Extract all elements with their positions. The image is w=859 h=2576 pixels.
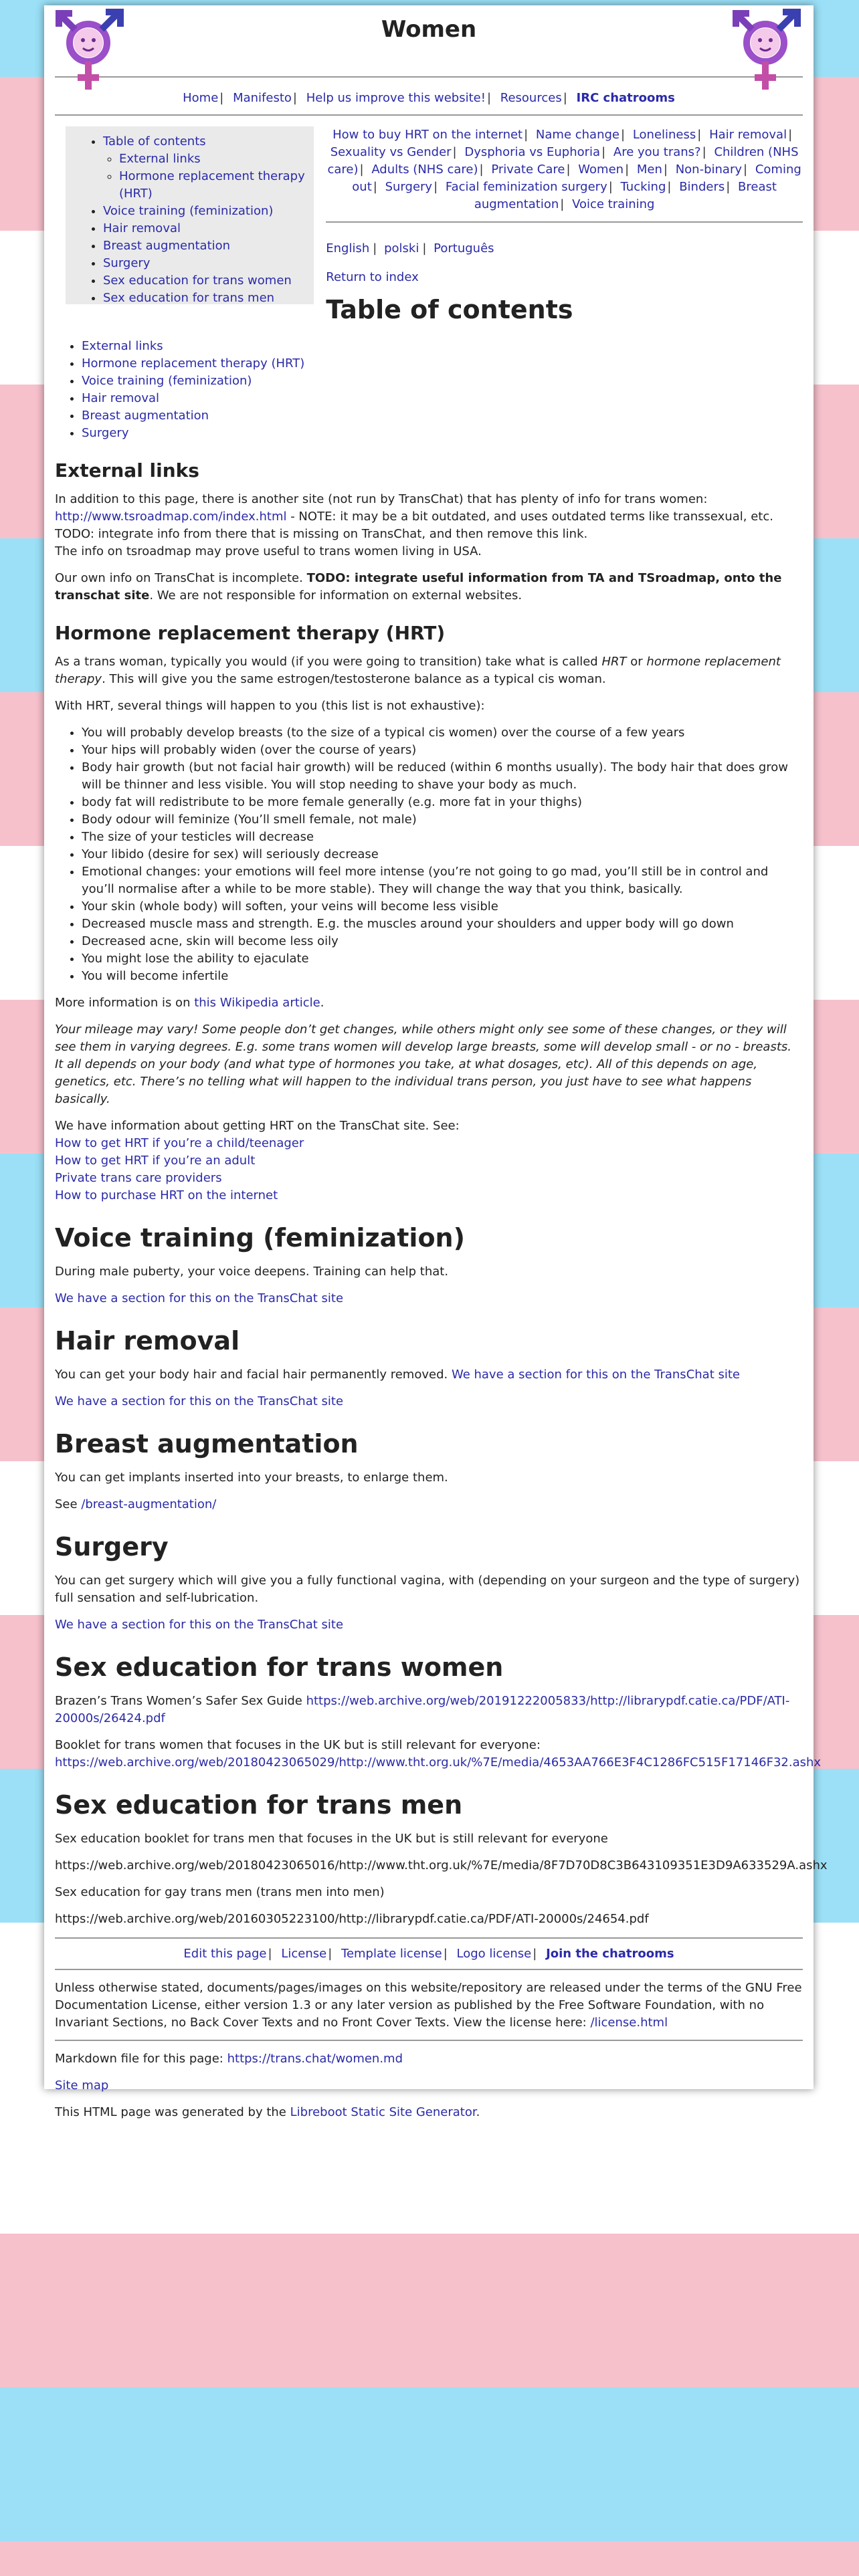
breast-paragraph: You can get implants inserted into your breasts, to enlarge them. xyxy=(55,1471,448,1485)
related-link[interactable]: Tucking xyxy=(620,180,666,194)
sexed-women-paragraph-2: Booklet for trans women that focuses in the UK but is still relevant for everyone: https://web.archive.org/web/20180423065029/http://www.tht.org.uk/%7E/media/4653AA766E3F4C1286FC515F17146F32.ashx xyxy=(55,1738,822,1769)
hair-paragraph: You can get your body hair and facial hair permanently removed. We have a section for this on the TransChat site xyxy=(55,1368,740,1382)
hair-inline-link[interactable]: We have a section for this on the TransChat site xyxy=(451,1368,740,1382)
nav-manifesto[interactable]: Manifesto xyxy=(233,91,292,105)
related-link[interactable]: Are you trans? xyxy=(613,145,701,159)
section-heading-voice: Voice training (feminization) xyxy=(55,1223,465,1253)
list-item: • Your libido (desire for sex) will seriously decrease xyxy=(82,846,803,863)
list-item: • Body hair growth (but not facial hair growth) will be reduced (within 6 months usually). The body hair that does grow will be thinner and less visible. You will stop needing to shave your body as much. xyxy=(82,759,803,794)
section-heading-hair: Hair removal xyxy=(55,1326,240,1356)
page-container xyxy=(44,5,828,2119)
transgender-symbol-icon xyxy=(54,8,127,95)
wikipedia-link[interactable]: this Wikipedia article xyxy=(194,996,320,1010)
related-link[interactable]: Hair removal xyxy=(709,128,787,142)
related-link[interactable]: Coming out xyxy=(352,163,801,194)
related-link[interactable]: Loneliness xyxy=(632,128,696,142)
generator-link[interactable]: Libreboot Static Site Generator xyxy=(290,2105,476,2119)
external-links-paragraph: In addition to this page, there is another site (not run by TransChat) that has plenty of info for trans women: http://www.tsroadmap.com/index.html - NOTE: it may be a bit outdated, and uses outdated terms like transsexual, etc. TODO: integrate info from there that is missing on TransChat, and then remove this link. The info on tsroadmap may prove useful to trans women living in USA. xyxy=(55,492,773,558)
tht-booklet-link[interactable]: https://web.archive.org/web/20180423065029/http://www.tht.org.uk/%7E/media/4653AA766E3F4C1286FC515F17146F32.ashx xyxy=(55,1755,822,1769)
return-to-index-link[interactable]: Return to index xyxy=(326,270,419,284)
nav-irc-chatrooms[interactable]: IRC chatrooms xyxy=(576,91,675,105)
breast-augmentation-link[interactable]: /breast-augmentation/ xyxy=(81,1497,217,1511)
lang-english[interactable]: English xyxy=(326,241,370,255)
sexed-women-paragraph-1: Brazen’s Trans Women’s Safer Sex Guide https://web.archive.org/web/20191222005833/http://librarypdf.catie.ca/PDF/ATI-20000s/26424.pdf xyxy=(55,1694,790,1725)
markdown-paragraph: Markdown file for this page: https://trans.chat/women.md xyxy=(55,2052,403,2066)
toc-link[interactable]: Hair removal xyxy=(82,391,159,405)
surgery-section-link[interactable]: We have a section for this on the TransChat site xyxy=(55,1618,344,1632)
toc-link[interactable]: Voice training (feminization) xyxy=(82,374,252,388)
lang-portugues[interactable]: Português xyxy=(434,241,494,255)
related-navigation: How to buy HRT on the internet | Name change | Loneliness | Hair removal | Sexuality vs Gender | Dysphoria vs Euphoria | Are you trans? | Children (NHS care) | Adults (NHS care) | Private Care | Women | Men | Non-binary | Coming out | Surgery | Facial feminization surgery | Tucking | Binders | Breast augmentation | Voice training xyxy=(326,126,803,223)
breast-see-paragraph: See /breast-augmentation/ xyxy=(55,1497,217,1511)
template-license-link[interactable]: Template license xyxy=(341,1947,442,1961)
nav-home[interactable]: Home xyxy=(183,91,219,105)
lang-polski[interactable]: polski xyxy=(384,241,419,255)
hrt-adult-link[interactable]: How to get HRT if you’re an adult xyxy=(55,1154,256,1168)
mileage-paragraph: Your mileage may vary! Some people don’t get changes, while others might only see some of these changes, or they will see them in varying degrees. E.g. some trans women will develop large breasts, some will develop small - or no - breasts. It all depends on your body (and what type of hormones you take, at what dosages, etc). All of this depends on age, genetics, etc. There’s no telling what will happen to the individual trans person, you just have to see what happens basically. xyxy=(55,1023,791,1106)
hair-section-link[interactable]: We have a section for this on the TransChat site xyxy=(55,1394,344,1408)
nav-resources[interactable]: Resources xyxy=(500,91,562,105)
join-chatrooms-link[interactable]: Join the chatrooms xyxy=(546,1947,674,1961)
list-item: • You will probably develop breasts (to the size of a typical cis women) over the course of a few years xyxy=(82,724,803,742)
related-link[interactable]: How to buy HRT on the internet xyxy=(332,128,523,142)
list-item: • Decreased muscle mass and strength. E.g. the muscles around your shoulders and upper body will go down xyxy=(82,916,803,933)
sexed-men-paragraph-4: https://web.archive.org/web/20160305223100/http://librarypdf.catie.ca/PDF/ATI-20000s/24654.pdf xyxy=(55,1912,649,1926)
toc-link[interactable]: External links xyxy=(82,339,163,353)
toc-link[interactable]: Sex education for trans men xyxy=(103,291,275,305)
safer-sex-guide-link[interactable]: https://web.archive.org/web/20191222005833/http://librarypdf.catie.ca/PDF/ATI-20000s/26424.pdf xyxy=(55,1694,790,1725)
external-disclaimer-paragraph: Our own info on TransChat is incomplete. TODO: integrate useful information from TA and TSroadmap, onto the transchat site. We are not responsible for information on external websites. xyxy=(55,571,782,603)
section-heading-external-links: External links xyxy=(55,459,199,481)
toc-link[interactable]: Surgery xyxy=(103,256,151,270)
surgery-paragraph: You can get surgery which will give you a fully functional vagina, with (depending on your surgeon and the type of surgery) full sensation and self-lubrication. xyxy=(55,1574,800,1605)
toc-link[interactable]: Surgery xyxy=(82,426,129,440)
toc-link[interactable]: Breast augmentation xyxy=(103,239,231,253)
voice-section-link[interactable]: We have a section for this on the TransChat site xyxy=(55,1291,344,1305)
related-link[interactable]: Surgery xyxy=(385,180,433,194)
related-link[interactable]: Sexuality vs Gender xyxy=(330,145,452,159)
license-page-link[interactable]: /license.html xyxy=(590,2016,668,2030)
markdown-file-link[interactable]: https://trans.chat/women.md xyxy=(227,2052,403,2066)
section-heading-breast: Breast augmentation xyxy=(55,1429,359,1459)
toc-link[interactable]: Breast augmentation xyxy=(82,409,209,423)
list-item: • Your skin (whole body) will soften, your veins will become less visible xyxy=(82,898,803,916)
list-item: • Body odour will feminize (You’ll smell female, not male) xyxy=(82,811,803,829)
voice-paragraph: During male puberty, your voice deepens. Training can help that. xyxy=(55,1265,449,1279)
sexed-men-paragraph-3: Sex education for gay trans men (trans men into men) xyxy=(55,1885,385,1899)
edit-page-link[interactable]: Edit this page xyxy=(183,1947,267,1961)
toc-link[interactable]: Voice training (feminization) xyxy=(103,204,274,218)
sexed-men-paragraph-1: Sex education booklet for trans men that focuses in the UK but is still relevant for everyone xyxy=(55,1832,608,1846)
toc-link[interactable]: Hormone replacement therapy (HRT) xyxy=(119,169,305,201)
generator-paragraph: This HTML page was generated by the Libreboot Static Site Generator. xyxy=(55,2105,480,2119)
related-link[interactable]: Women xyxy=(578,163,624,177)
toc-link[interactable]: Sex education for trans women xyxy=(103,274,292,288)
list-item: • Decreased acne, skin will become less oily xyxy=(82,933,803,950)
more-info-paragraph: More information is on this Wikipedia article. xyxy=(55,996,324,1010)
related-link[interactable]: Voice training xyxy=(572,197,655,211)
toc-link[interactable]: Table of contents xyxy=(103,134,206,148)
list-item: • Emotional changes: your emotions will feel more intense (you’re not going to go mad, you’ll still be in control and you’ll normalise after a while to be more stable). They will change the way that you think, basically. xyxy=(82,863,803,898)
related-link[interactable]: Name change xyxy=(535,128,619,142)
toc-link[interactable]: Hormone replacement therapy (HRT) xyxy=(82,356,305,370)
tsroadmap-link[interactable]: http://www.tsroadmap.com/index.html xyxy=(55,510,287,524)
language-selector: English | polski | Português xyxy=(326,241,494,255)
page-title: Women xyxy=(381,16,477,43)
list-item: • Your hips will probably widen (over the course of years) xyxy=(82,742,803,759)
related-link[interactable]: Men xyxy=(636,163,662,177)
toc-sidebar xyxy=(66,126,314,304)
section-heading-sex-ed-men: Sex education for trans men xyxy=(55,1790,463,1820)
related-link[interactable]: Breast augmentation xyxy=(474,180,777,211)
private-care-link[interactable]: Private trans care providers xyxy=(55,1171,222,1185)
toc-link[interactable]: External links xyxy=(119,152,201,166)
list-item: • You will become infertile xyxy=(82,968,803,985)
related-link[interactable]: Facial feminization surgery xyxy=(445,180,607,194)
sexed-men-paragraph-2: https://web.archive.org/web/20180423065016/http://www.tht.org.uk/%7E/media/8F7D70D8C3B643109351E3D9A633529A.ashx xyxy=(55,1858,828,1872)
hrt-info-paragraph: We have information about getting HRT on the TransChat site. See: How to get HRT if you’re a child/teenager How to get HRT if you’re an adult Private trans care providers How to purchase HRT on the internet xyxy=(55,1119,460,1202)
hrt-intro-paragraph: As a trans woman, typically you would (if you were going to transition) take what is called HRT or hormone replacement therapy. This will give you the same estrogen/testosterone balance as a typical cis woman. xyxy=(55,655,781,686)
site-map-link[interactable]: Site map xyxy=(55,2078,109,2092)
hrt-effects-list xyxy=(55,724,803,985)
related-link[interactable]: Dysphoria vs Euphoria xyxy=(464,145,601,159)
section-heading-hrt: Hormone replacement therapy (HRT) xyxy=(55,622,446,644)
related-link[interactable]: Private Care xyxy=(491,163,565,177)
toc-link[interactable]: Hair removal xyxy=(103,221,181,235)
transgender-symbol-icon xyxy=(731,8,804,95)
hrt-child-link[interactable]: How to get HRT if you’re a child/teenager xyxy=(55,1136,304,1150)
related-link[interactable]: Non-binary xyxy=(675,163,743,177)
license-link[interactable]: License xyxy=(281,1947,327,1961)
footer-navigation: Edit this page | License | Template license | Logo license | Join the chatrooms xyxy=(55,1937,803,1970)
top-navigation: Home | Manifesto | Help us improve this website! | Resources | IRC chatrooms xyxy=(55,48,803,114)
list-item: • You might lose the ability to ejaculate xyxy=(82,950,803,968)
nav-help-improve[interactable]: Help us improve this website! xyxy=(306,91,486,105)
license-paragraph: Unless otherwise stated, documents/pages/images on this website/repository are released under the terms of the GNU Free Documentation License, either version 1.3 or any later version as published by the Free Software Foundation, with no Invariant Sections, no Back Cover Texts and no Front Cover Texts. View the license here: /license.html xyxy=(55,1981,802,2030)
related-link[interactable]: Children (NHS care) xyxy=(327,145,799,177)
related-link[interactable]: Binders xyxy=(679,180,725,194)
section-heading-surgery: Surgery xyxy=(55,1532,169,1562)
logo-license-link[interactable]: Logo license xyxy=(456,1947,532,1961)
toc-list xyxy=(55,338,803,442)
section-heading-sex-ed-women: Sex education for trans women xyxy=(55,1652,504,1682)
related-link[interactable]: Adults (NHS care) xyxy=(371,163,478,177)
list-item: • body fat will redistribute to be more female generally (e.g. more fat in your thighs) xyxy=(82,794,803,811)
hrt-list-intro: With HRT, several things will happen to you (this list is not exhaustive): xyxy=(55,699,485,713)
purchase-hrt-link[interactable]: How to purchase HRT on the internet xyxy=(55,1188,278,1202)
toc-heading: Table of contents xyxy=(326,295,573,324)
list-item: • The size of your testicles will decrease xyxy=(82,829,803,846)
